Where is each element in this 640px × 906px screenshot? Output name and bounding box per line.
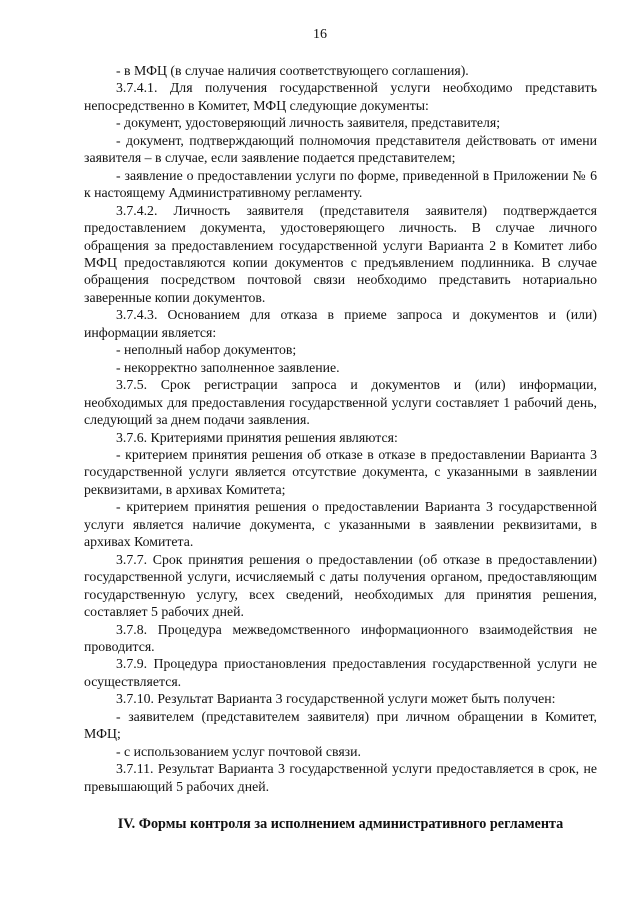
page-number: 16 <box>313 27 327 42</box>
body-text <box>84 62 597 795</box>
paragraph-3-7-6: 3.7.6. Критериями принятия решения являются: <box>116 429 398 445</box>
list-item-application-form: - заявление о предоставлении услуги по форме, приведенной в Приложении № 6 к настоящему Административному регламенту. <box>84 167 597 201</box>
paragraph-3-7-11: 3.7.11. Результат Варианта 3 государственной услуги предоставляется в срок, не превышающий 5 рабочих дней. <box>84 761 597 794</box>
paragraph-mfc-agreement: - в МФЦ (в случае наличия соответствующего соглашения). <box>116 63 469 78</box>
paragraph-3-7-10: 3.7.10. Результат Варианта 3 государственной услуги может быть получен: <box>116 691 556 707</box>
list-item-postal-service: - с использованием услуг почтовой связи. <box>116 743 361 759</box>
list-item-refusal-criterion: - критерием принятия решения об отказе в отказе в предоставлении Варианта 3 государственной услуги является отсутствие документа, с указанными в заявлении реквизитами, в архивах Комитета; <box>84 446 597 497</box>
list-item-personal-visit: - заявителем (представителем заявителя) при личном обращении в Комитет, МФЦ; <box>84 708 597 742</box>
list-item-incorrect-application: - некорректно заполненное заявление. <box>116 359 340 375</box>
list-item-identity-document: - документ, удостоверяющий личность заявителя, представителя; <box>116 115 501 131</box>
paragraph-3-7-4-3: 3.7.4.3. Основанием для отказа в приеме запроса и документов и (или) информации является: <box>84 307 597 340</box>
list-item-authority-document: - документ, подтверждающий полномочия представителя действовать от имени заявителя – в случае, если заявление подается представителем; <box>84 132 597 166</box>
paragraph-3-7-8: 3.7.8. Процедура межведомственного информационного взаимодействия не проводится. <box>84 621 597 654</box>
paragraph-3-7-9: 3.7.9. Процедура приостановления предоставления государственной услуги не осуществляется. <box>84 656 597 689</box>
paragraph-3-7-5: 3.7.5. Срок регистрации запроса и документов и (или) информации, необходимых для предоставления государственной услуги составляет 1 рабочий день, следующий за днем подачи заявления. <box>84 377 597 428</box>
list-item-provision-criterion: - критерием принятия решения о предоставлении Варианта 3 государственной услуги является наличие документа, с указанными в заявлении реквизитами, в архивах Комитета. <box>84 499 597 550</box>
section-heading: IV. Формы контроля за исполнением административного регламента <box>117 816 564 832</box>
paragraph-3-7-4-2: 3.7.4.2. Личность заявителя (представителя заявителя) подтверждается предоставлением документа, удостоверяющего личность. В случае личного обращения за предоставлением государственной услуги Варианта 2 в Комитет либо МФЦ предоставляются копии документов с предъявлением подлинника. В случае обращения посредством почтовой связи необходимо представить нотариально заверенные копии документов. <box>84 202 597 305</box>
list-item-incomplete-set: - неполный набор документов; <box>116 342 297 358</box>
paragraph-3-7-7: 3.7.7. Срок принятия решения о предоставлении (об отказе в предоставлении) государственной услуги, исчисляемый с даты получения органом, предоставляющим государственную услугу, всех сведений, необходимых для принятия решения, составляет 5 рабочих дней. <box>84 551 597 620</box>
paragraph-3-7-4-1: 3.7.4.1. Для получения государственной услуги необходимо представить непосредственно в Комитет, МФЦ следующие документы: <box>84 80 597 113</box>
